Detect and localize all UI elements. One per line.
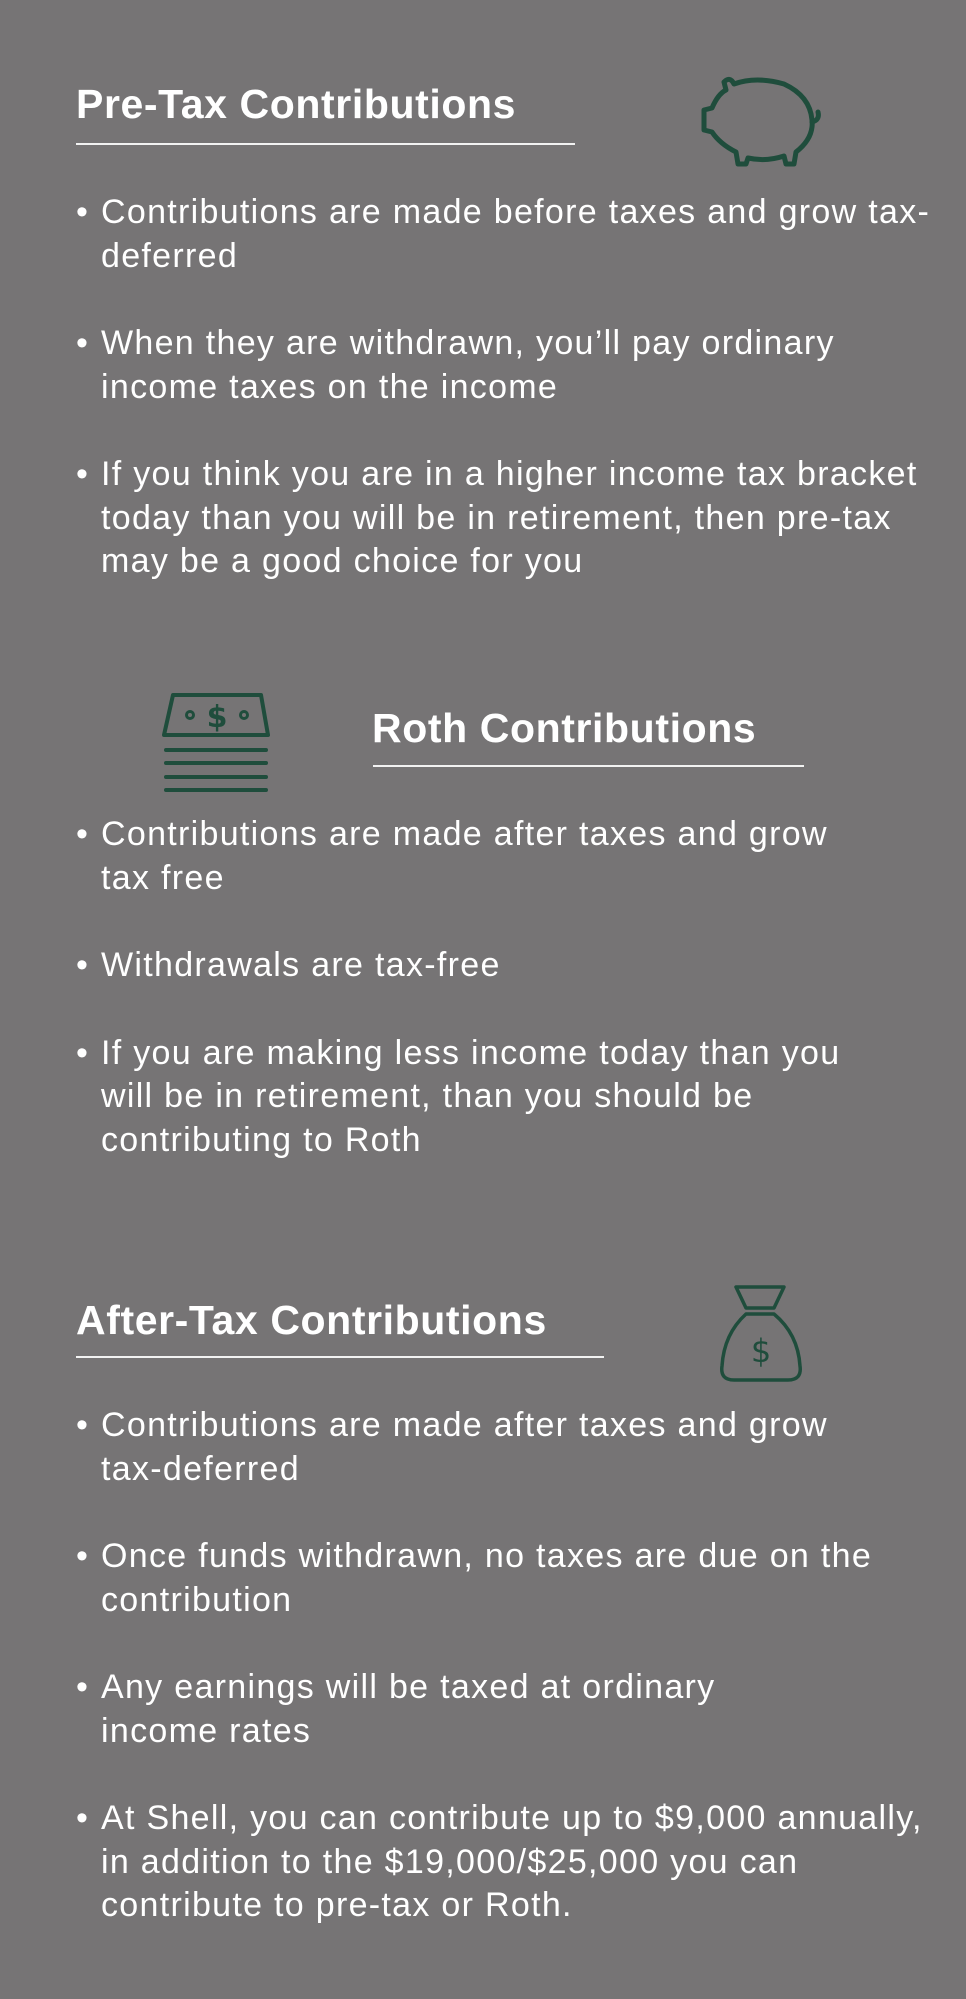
pre-tax-title: Pre-Tax Contributions <box>76 81 517 127</box>
list-item: • Contributions are made after taxes and grow tax-deferred <box>76 1406 828 1488</box>
svg-text:$: $ <box>750 1332 772 1370</box>
money-bag-icon <box>718 1284 806 1386</box>
piggy-bank-icon <box>696 72 828 172</box>
pre-tax-list <box>76 191 956 628</box>
after-tax-list <box>76 1404 956 1972</box>
svg-text:$: $ <box>206 700 228 735</box>
roth-list <box>76 813 956 1206</box>
list-item: • If you are making less income today than you will be in retirement, than you should be contributing to Roth <box>76 1033 841 1159</box>
list-item: • Once funds withdrawn, no taxes are due on the contribution <box>76 1537 873 1619</box>
after-tax-underline <box>76 1356 604 1358</box>
after-tax-title: After-Tax Contributions <box>76 1297 547 1343</box>
pre-tax-underline <box>76 143 575 145</box>
list-item: • Contributions are made before taxes and grow tax-deferred <box>76 193 931 275</box>
list-item: • Contributions are made after taxes and grow tax free <box>76 815 828 897</box>
cash-stack-icon <box>158 690 278 796</box>
list-item: • If you think you are in a higher income tax bracket today than you will be in retirement, then pre-tax may be a good choice for you <box>76 455 918 580</box>
list-item: • When they are withdrawn, you’ll pay ordinary income taxes on the income <box>76 324 835 406</box>
roth-underline <box>373 765 804 767</box>
list-item: • At Shell, you can contribute up to $9,000 annually, in addition to the $19,000/$25,000 you can contribute to pre-tax or Roth. <box>76 1799 923 1924</box>
list-item: • Withdrawals are tax-free <box>76 946 501 984</box>
list-item: • Any earnings will be taxed at ordinary income rates <box>76 1668 716 1750</box>
roth-title: Roth Contributions <box>372 705 757 751</box>
